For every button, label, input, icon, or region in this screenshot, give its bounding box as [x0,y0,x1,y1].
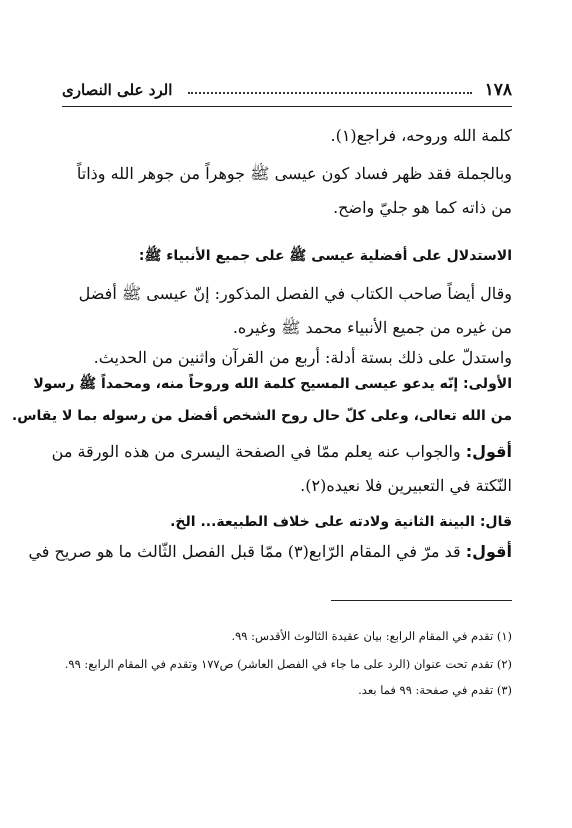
reply-text-2: قد مرّ في المقام الرّابع(٣) ممّا قبل الفصل الثّالث ما هو صريح في [28,542,466,561]
text-line-10 [51,440,512,464]
text-line-6: من غيره من جميع الأنبياء محمد ﷺ وغيره. [232,318,512,337]
header-dotted-leader [188,88,472,94]
footnote-3: (٣) تقدم في صفحة: ٩٩ فما بعد. [358,683,512,697]
text-line-1: كلمة الله وروحه، فراجع(١). [330,126,512,145]
text-line-11: النّكتة في التعبيرين فلا نعيده(٢). [300,476,512,495]
running-header [62,80,512,107]
text-line-9: من الله تعالى، وعلى كلّ حال روح الشخص أفضل من رسوله بما لا يقاس. [11,408,512,424]
text-line-3: من ذاته كما هو جليّ واضح. [333,198,512,217]
quote-label: قال: [479,514,512,530]
footnote-2: (٢) تقدم تحت عنوان (الرد على ما جاء في الفصل العاشر) ص١٧٧ وتقدم في المقام الرابع: ٩٩. [64,657,512,671]
text-line-2: وبالجملة فقد ظهر فساد كون عيسى ﷺ جوهراً من جوهر الله وذاتاً [76,164,512,183]
text-line-8 [33,372,512,396]
text-line-5: وقال أيضاً صاحب الكتاب في الفصل المذكور: إنّ عيسى ﷺ أفضل [78,284,512,303]
page-number: ١٧٨ [484,80,512,100]
section-heading: الاستدلال على أفضلية عيسى ﷺ على جميع الأنبياء ﷺ: [138,248,512,264]
text-line-13 [28,540,512,564]
text-line-7: واستدلّ على ذلك بستة أدلة: أربع من القرآن واثنين من الحديث. [93,348,512,367]
reply-text: والجواب عنه يعلم ممّا في الصفحة اليسرى من هذه الورقة من [51,442,466,461]
text-line-12 [62,510,512,534]
reply-label: أقول: [465,442,512,461]
reply-label-2: أقول: [465,542,512,561]
footnote-1: (١) تقدم في المقام الرابع: بيان عقيدة الثالوث الأقدس: ٩٩. [231,629,512,643]
first-proof-label: الأولى: [463,376,512,392]
quote-text: البينة الثانية ولادته على خلاف الطبيعة... الخ. [170,514,480,530]
footnote-separator [331,600,512,601]
first-proof-text: إنّه يدعو عيسى المسيح كلمة الله وروحاً منه، ومحمداً ﷺ رسولا [33,376,464,392]
running-title: الرد على النصارى [62,81,173,99]
